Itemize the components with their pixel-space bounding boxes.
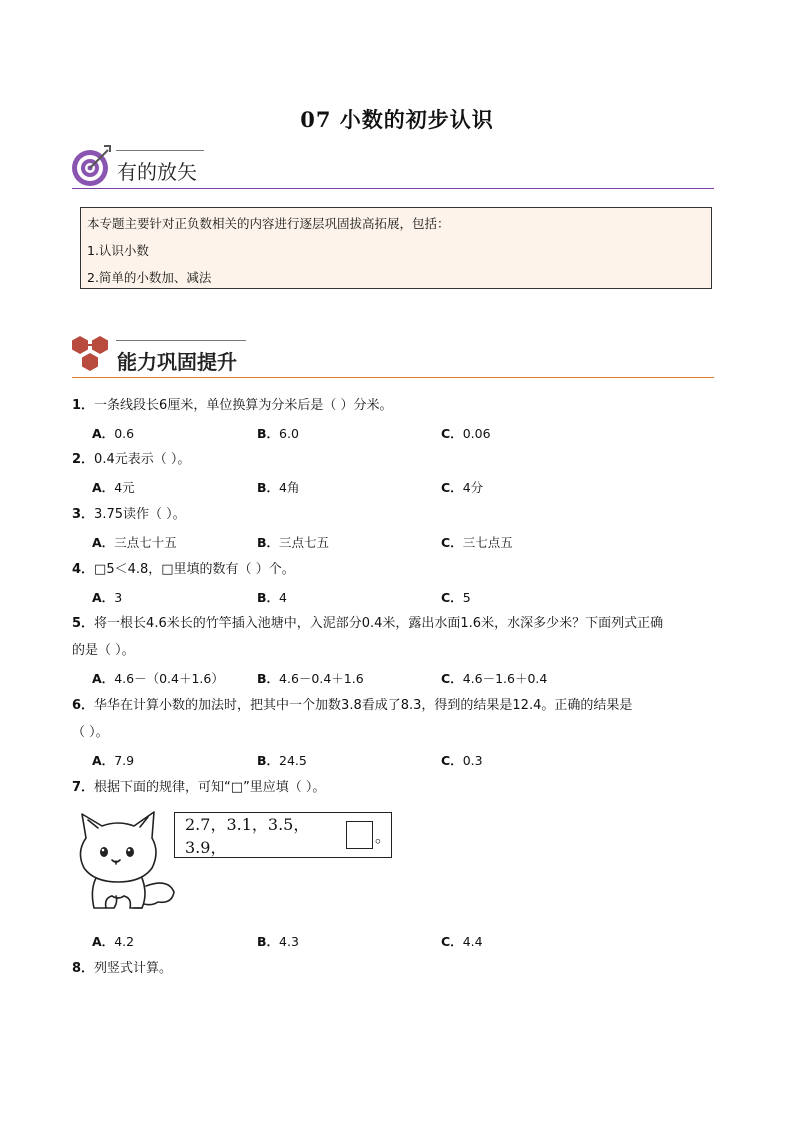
target-icon [70,144,114,190]
q6-option-b: B．24.5 [257,753,307,768]
q6-option-a: A．7.9 [92,753,135,768]
q1-option-b: B．6.0 [257,426,299,441]
section1-title: 有的放矢 [117,160,197,184]
q6-option-c: C．0.3 [441,753,483,768]
section2-title: 能力巩固提升 [117,350,237,374]
sequence-box [174,812,392,858]
question-3: 3．3.75读作（ ）。 [72,507,186,522]
intro-line-1: 本专题主要针对正负数相关的内容进行逐层巩固拔高拓展，包括： [87,216,450,231]
sequence-end: 。 [374,826,391,846]
sequence-text: 2.7，3.1，3.5，3.9， [185,815,310,857]
question-2: 2．0.4元表示（ ）。 [72,452,191,467]
q5-option-c: C．4.6－1.6＋0.4 [441,671,548,686]
intro-line-3: 2.简单的小数加、减法 [87,270,212,285]
question-4: 4．□5＜4.8，□里填的数有（ ）个。 [72,562,295,577]
q3-option-c: C．三七点五 [441,535,513,550]
intro-box [80,207,712,289]
page-title: 07 小数的初步认识 [300,107,494,132]
intro-line-2: 1.认识小数 [87,243,149,258]
question-5-cont: 的是（ ）。 [72,643,135,658]
section2-top-rule [116,340,246,341]
q3-option-a: A．三点七十五 [92,535,177,550]
q2-option-b: B．4角 [257,480,300,495]
q7-option-b: B．4.3 [257,934,299,949]
q2-option-c: C．4分 [441,480,484,495]
q7-option-c: C．4.4 [441,934,483,949]
q4-option-c: C．5 [441,590,471,605]
question-6: 6．华华在计算小数的加法时，把其中一个加数3.8看成了8.3，得到的结果是12.4。正确的结果是 [72,698,633,713]
section2-rule [72,377,714,378]
answer-blank [346,821,373,849]
q3-option-b: B．三点七五 [257,535,330,550]
q7-option-a: A．4.2 [92,934,135,949]
question-5: 5．将一根长4.6米长的竹竿插入池塘中，入泥部分0.4米，露出水面1.6米，水深多少米？下面列式正确 [72,616,664,631]
question-8: 8．列竖式计算。 [72,961,173,976]
hexagon-cluster-icon [68,334,114,374]
q1-option-a: A．0.6 [92,426,135,441]
cat-illustration [72,808,180,918]
question-1: 1．一条线段长6厘米，单位换算为分米后是（ ）分米。 [72,398,393,413]
section1-top-rule [116,150,204,151]
q1-option-c: C．0.06 [441,426,491,441]
q5-option-a: A．4.6－（0.4＋1.6） [92,671,224,686]
q4-option-a: A．3 [92,590,123,605]
section1-rule [72,188,714,189]
question-7: 7．根据下面的规律，可知“□”里应填（ ）。 [72,780,326,795]
question-6-cont: （ ）。 [72,725,109,740]
q4-option-b: B．4 [257,590,287,605]
q5-option-b: B．4.6－0.4＋1.6 [257,671,364,686]
q2-option-a: A．4元 [92,480,135,495]
